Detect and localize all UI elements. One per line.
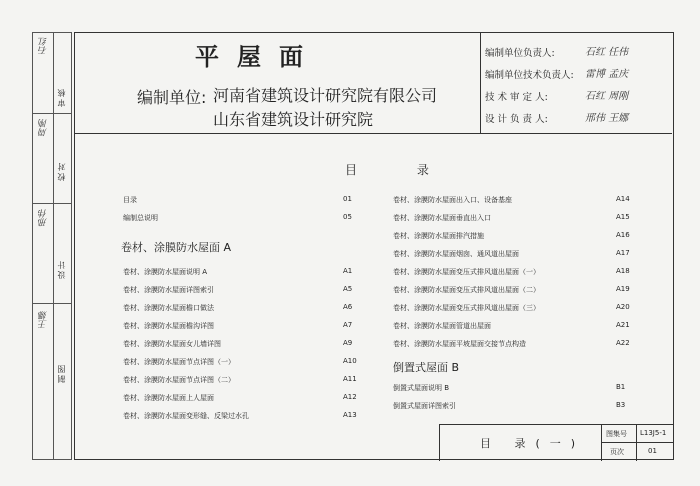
responsible-signature: 石红 周刚	[585, 91, 629, 102]
strip-label: 制图	[57, 363, 66, 383]
toc-entry-text: 卷材、涂膜防水屋面女儿墙详图	[123, 340, 221, 348]
signature-strip	[32, 32, 72, 460]
toc-entry-text: 倒置式屋面说明 B	[393, 384, 450, 392]
toc-entry[interactable]	[393, 339, 633, 349]
toc-entry-page: A5	[343, 285, 353, 293]
atlas-number: L13J5-1	[640, 429, 667, 437]
toc-entry-text: 卷材、涂膜防水屋面排汽措施	[393, 232, 484, 240]
title-block-divider	[636, 425, 637, 461]
toc-entry[interactable]	[123, 357, 359, 367]
toc-entry-text: 卷材、涂膜防水屋面详图索引	[123, 286, 214, 294]
toc-entry[interactable]	[123, 375, 359, 385]
toc-entry[interactable]	[123, 303, 359, 313]
strip-row-design	[33, 203, 71, 304]
toc-entry[interactable]	[123, 213, 359, 223]
strip-signature: 王娜	[39, 311, 49, 329]
toc-entry-page: A17	[616, 249, 630, 257]
toc-entry-text: 卷材、涂膜防水屋面烟囱、通风道出屋面	[393, 250, 519, 258]
responsible-label: 技 术 审 定 人:	[485, 92, 548, 103]
toc-entry-text: 卷材、涂膜防水屋面上人屋面	[123, 394, 214, 402]
toc-entry-page: B3	[616, 401, 626, 409]
toc-entry-text: 卷材、涂膜防水屋面节点详图（二）	[123, 376, 235, 384]
toc-entry[interactable]	[123, 267, 359, 277]
toc-entry-page: A9	[343, 339, 353, 347]
title-block-divider	[601, 425, 602, 461]
title-block	[439, 424, 673, 461]
toc-entry[interactable]	[393, 249, 633, 259]
strip-row-review	[33, 33, 71, 114]
toc-entry-page: A7	[343, 321, 353, 329]
toc-entry-page: A6	[343, 303, 353, 311]
toc-entry[interactable]	[123, 393, 359, 403]
toc-entry[interactable]	[393, 195, 633, 205]
drawing-sheet	[74, 32, 674, 460]
toc-entry-text: 卷材、涂膜防水屋面变压式排风道出屋面（三）	[393, 304, 540, 312]
unit-name-2: 山东省建筑设计研究院	[213, 110, 374, 129]
toc-entry-text: 卷材、涂膜防水屋面垂直出入口	[393, 214, 491, 222]
toc-entry-page: A21	[616, 321, 630, 329]
toc-entry[interactable]	[393, 401, 633, 411]
toc-entry-text: 目录	[123, 196, 137, 204]
atlas-label: 图集号	[606, 430, 627, 438]
toc-entry[interactable]	[393, 213, 633, 223]
section-heading-a: 卷材、涂膜防水屋面 A	[121, 241, 232, 254]
page-number: 01	[648, 447, 657, 455]
toc-entry-text: 卷材、涂膜防水屋面出入口、设备基座	[393, 196, 512, 204]
toc-entry[interactable]	[393, 383, 633, 393]
sheet-name: 目 录(一)	[480, 437, 586, 450]
toc-entry-text: 卷材、涂膜防水屋面檐沟详图	[123, 322, 214, 330]
title-block-divider	[601, 442, 673, 443]
unit-label: 编制单位:	[137, 88, 207, 107]
toc-entry-text: 卷材、涂膜防水屋面变形缝、反梁过水孔	[123, 412, 249, 420]
toc-entry[interactable]	[393, 267, 633, 277]
strip-signature: 周刚	[39, 119, 49, 137]
toc-entry-page: A19	[616, 285, 630, 293]
toc-entry[interactable]	[123, 339, 359, 349]
responsible-label: 编制单位负责人:	[485, 48, 555, 59]
strip-signature: 邢伟	[39, 209, 49, 227]
responsible-row	[485, 111, 629, 125]
toc-entry[interactable]	[393, 285, 633, 295]
responsible-row	[485, 45, 629, 59]
toc-entry-text: 编制总说明	[123, 214, 158, 222]
toc-entry-text: 卷材、涂膜防水屋面说明 A	[123, 268, 208, 276]
strip-label: 审核	[57, 87, 66, 107]
toc-entry-page: A13	[343, 411, 357, 419]
strip-row-draw	[33, 303, 71, 459]
unit-name-1: 河南省建筑设计研究院有限公司	[213, 86, 438, 105]
strip-label: 校对	[57, 161, 66, 181]
responsible-label: 编制单位技术负责人:	[485, 70, 574, 81]
toc-entry-page: 05	[343, 213, 352, 221]
toc-entry-text: 卷材、涂膜防水屋面平坡屋面交接节点构造	[393, 340, 526, 348]
toc-entry[interactable]	[393, 303, 633, 313]
toc-entry[interactable]	[123, 411, 359, 421]
toc-entry-page: A15	[616, 213, 630, 221]
toc-entry[interactable]	[393, 321, 633, 331]
toc-entry-text: 卷材、涂膜防水屋面节点详图（一）	[123, 358, 235, 366]
header	[75, 33, 672, 134]
toc-entry-page: 01	[343, 195, 352, 203]
section-heading-b: 倒置式屋面 B	[393, 361, 460, 374]
toc-entry-page: A20	[616, 303, 630, 311]
responsible-row	[485, 67, 629, 81]
toc-entry[interactable]	[123, 285, 359, 295]
strip-signature: 石红	[39, 37, 49, 55]
toc-entry-page: A16	[616, 231, 630, 239]
toc-entry-text: 卷材、涂膜防水屋面檐口做法	[123, 304, 214, 312]
strip-label: 设计	[57, 259, 66, 279]
toc-entry[interactable]	[123, 321, 359, 331]
toc-entry-page: A14	[616, 195, 630, 203]
toc-entry-page: A22	[616, 339, 630, 347]
responsible-row	[485, 89, 629, 103]
page-title: 平屋面	[195, 43, 321, 71]
toc-entry-text: 卷材、涂膜防水屋面管道出屋面	[393, 322, 491, 330]
toc-entry-page: A12	[343, 393, 357, 401]
responsible-signature: 雷博 孟庆	[585, 69, 629, 80]
page-label: 页次	[610, 448, 624, 456]
toc-entry-page: A18	[616, 267, 630, 275]
toc-entry-page: A11	[343, 375, 357, 383]
toc-entry[interactable]	[393, 231, 633, 241]
responsible-label: 设 计 负 责 人:	[485, 114, 548, 125]
toc-entry-page: A1	[343, 267, 353, 275]
responsible-signature: 邢伟 王娜	[585, 113, 629, 124]
responsible-signature: 石红 任伟	[585, 47, 629, 58]
toc-entry-page: A10	[343, 357, 357, 365]
toc-entry-page: B1	[616, 383, 626, 391]
header-divider	[480, 33, 481, 133]
toc-entry-text: 卷材、涂膜防水屋面变压式排风道出屋面（二）	[393, 286, 540, 294]
toc-title: 目 录	[345, 163, 457, 177]
strip-row-check	[33, 113, 71, 204]
toc-entry[interactable]	[123, 195, 359, 205]
toc-entry-text: 卷材、涂膜防水屋面变压式排风道出屋面（一）	[393, 268, 540, 276]
toc-entry-text: 倒置式屋面详图索引	[393, 402, 456, 410]
